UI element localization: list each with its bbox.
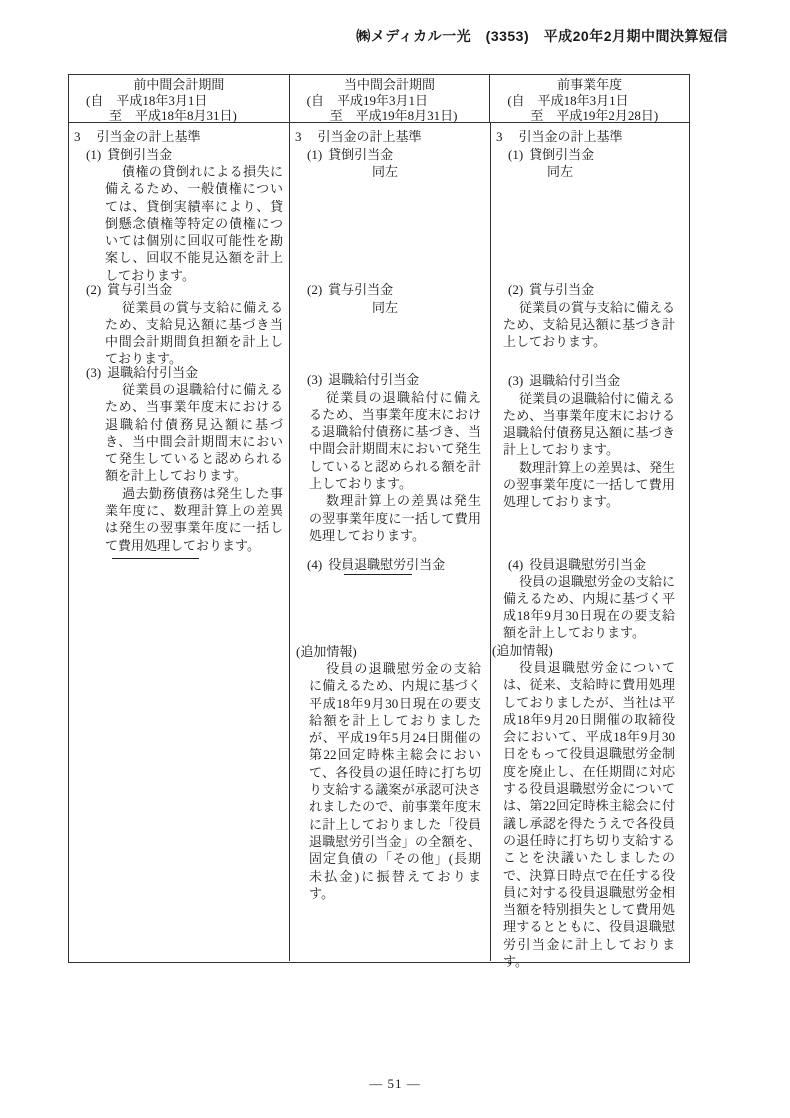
item-heading	[69, 364, 289, 381]
same-as-left-note: 同左	[372, 299, 399, 315]
item-paragraph-group	[491, 390, 691, 511]
item-title: 賞与引当金	[529, 282, 595, 297]
item-heading	[290, 146, 490, 163]
section-heading	[491, 128, 691, 145]
item-paragraph: 債権の貸倒れによる損失に備えるため、一般債権については、貸倒実績率により、貸倒懸念債権等特定の債権については個別に回収可能性を勘案し、回収不能見込額を計上しております。	[105, 164, 283, 283]
additional-info-label: (追加情報)	[296, 643, 357, 659]
section-heading	[69, 128, 289, 145]
additional-info-label: (追加情報)	[492, 642, 553, 658]
accounting-policy-table	[68, 74, 690, 970]
item-title: 退職給付引当金	[328, 372, 420, 387]
item-heading	[491, 556, 691, 573]
col-header-prev-interim	[69, 75, 289, 122]
section-title: 引当金の計上基準	[96, 129, 201, 144]
item-number: (2)	[86, 282, 102, 297]
col-header-current-interim	[289, 75, 490, 122]
item-number: (3)	[508, 373, 524, 388]
section-heading	[290, 128, 490, 145]
item-number: (2)	[307, 282, 323, 297]
same-as-left-note: 同左	[372, 164, 399, 179]
item-paragraph-group	[290, 389, 490, 545]
item-heading	[290, 371, 490, 388]
item-title: 退職給付引当金	[529, 373, 621, 388]
item-number: (4)	[508, 556, 524, 572]
section-number: 3	[74, 129, 81, 144]
document-header: ㈱メディカル一光 (3353) 平成20年2月期中間決算短信	[356, 28, 728, 44]
section-title: 引当金の計上基準	[317, 129, 422, 144]
table-body-row	[69, 123, 689, 970]
table-header-row	[69, 75, 689, 123]
item-paragraph: 役員の退職慰労金の支給に備えるため、内規に基づく平成18年9月30日現在の要支給額を計上しております。	[503, 573, 676, 641]
item-paragraph: 従業員の退職給付に備えるため、当事業年度末における退職給付債務見込額に基づき、当中間会計期間末において発生していると認められる額を計上しております。	[105, 382, 283, 484]
additional-info-paragraph: 役員の退職慰労金の支給に備えるため、内規に基づく平成18年9月30日現在の要支給額を計上しておりましたが、平成19年5月24日開催の第22回定時株主総会において、各役員の退任時に打ち切り支給する議案が承認可決されましたので、前事業年度末に計上しておりました「役員退職慰労引当金」の全額を、固定負債の「その他」(長期未払金)に振替えております。	[309, 661, 481, 901]
item-heading	[491, 146, 691, 163]
item-title: 賞与引当金	[328, 282, 394, 297]
col-body-prev-interim	[69, 123, 289, 961]
item-title: 役員退職慰労引当金	[529, 556, 647, 572]
separator-dash	[344, 574, 412, 575]
item-paragraph: 従業員の賞与支給に備えるため、支給見込額に基づき当中間会計期間負担額を計上しております。	[105, 299, 283, 367]
period-to: 至 平成19年2月28日)	[530, 108, 659, 124]
item-number: (1)	[86, 146, 102, 162]
item-heading	[69, 281, 289, 298]
col-header-prev-fiscal-year	[489, 75, 689, 122]
item-number: (3)	[86, 364, 102, 380]
item-number: (3)	[307, 372, 323, 387]
same-as-left-note: 同左	[547, 164, 574, 179]
period-from: (自 平成18年3月1日	[86, 92, 208, 108]
item-heading	[491, 281, 691, 298]
period-from: (自 平成19年3月1日	[306, 92, 428, 108]
item-paragraph: 従業員の賞与支給に備えるため、支給見込額に基づき計上しております。	[503, 299, 676, 350]
item-title: 退職給付引当金	[107, 364, 199, 380]
item-number: (2)	[508, 282, 524, 297]
item-title: 貸倒引当金	[107, 146, 173, 162]
additional-info-paragraph: 役員退職慰労金については、従来、支給時に費用処理しておりましたが、当社は平成18年9月20日開催の取締役会において、平成18年9月30日をもって役員退職慰労金制度を廃止し、在任期間に対応する役員退職慰労金については、第22回定時株主総会に付議し承認を得たうえで各役員の退任時に打ち切り支給することを決議いたしましたので、決算日時点で在任する役員に対する役員退職慰労金相当額を特別損失として費用処理するとともに、役員退職慰労引当金に計上しております。	[503, 659, 675, 970]
item-paragraph-group	[491, 573, 691, 971]
item-paragraph-group	[69, 381, 289, 554]
item-title: 役員退職慰労引当金	[328, 556, 446, 572]
col-body-prev-fiscal-year	[490, 123, 691, 970]
item-number: (4)	[307, 556, 323, 572]
separator-dash	[112, 558, 199, 559]
item-number: (1)	[307, 146, 323, 162]
item-title: 賞与引当金	[107, 282, 173, 297]
item-paragraph: 従業員の退職給付に備えるため、当事業年度末における退職給付債務に基づき、当中間会計期間末において発生していると認められる額を計上しております。	[309, 389, 481, 491]
item-paragraph: 従業員の退職給付に備えるため、当事業年度末における退職給付債務見込額に基づき計上しております。	[503, 390, 676, 458]
item-paragraph: 過去勤務債務は発生した事業年度に、数理計算上の差異は発生の翌事業年度に一括して費用処理しております。	[105, 485, 283, 553]
item-paragraph: 数理計算上の差異は発生の翌事業年度に一括して費用処理しております。	[309, 493, 481, 543]
item-title: 貸倒引当金	[529, 146, 595, 162]
item-heading	[69, 146, 289, 163]
section-number: 3	[496, 129, 503, 144]
item-heading	[290, 281, 490, 298]
col-body-current-interim	[289, 123, 490, 961]
period-to: 至 平成19年8月31日)	[329, 108, 458, 124]
period-title: 前中間会計期間	[133, 77, 225, 92]
period-title: 当中間会計期間	[343, 77, 435, 92]
section-number: 3	[295, 129, 302, 144]
item-heading	[290, 556, 490, 573]
item-title: 貸倒引当金	[328, 146, 394, 162]
item-heading	[491, 372, 691, 389]
period-to: 至 平成18年8月31日)	[109, 108, 237, 124]
period-from: (自 平成18年3月1日	[507, 92, 629, 108]
section-title: 引当金の計上基準	[518, 129, 623, 144]
page-number: ― 51 ―	[369, 1076, 421, 1091]
item-number: (1)	[508, 146, 524, 162]
item-paragraph: 数理計算上の差異は、発生の翌事業年度に一括して費用処理しております。	[503, 459, 676, 510]
period-title: 前事業年度	[557, 77, 623, 92]
